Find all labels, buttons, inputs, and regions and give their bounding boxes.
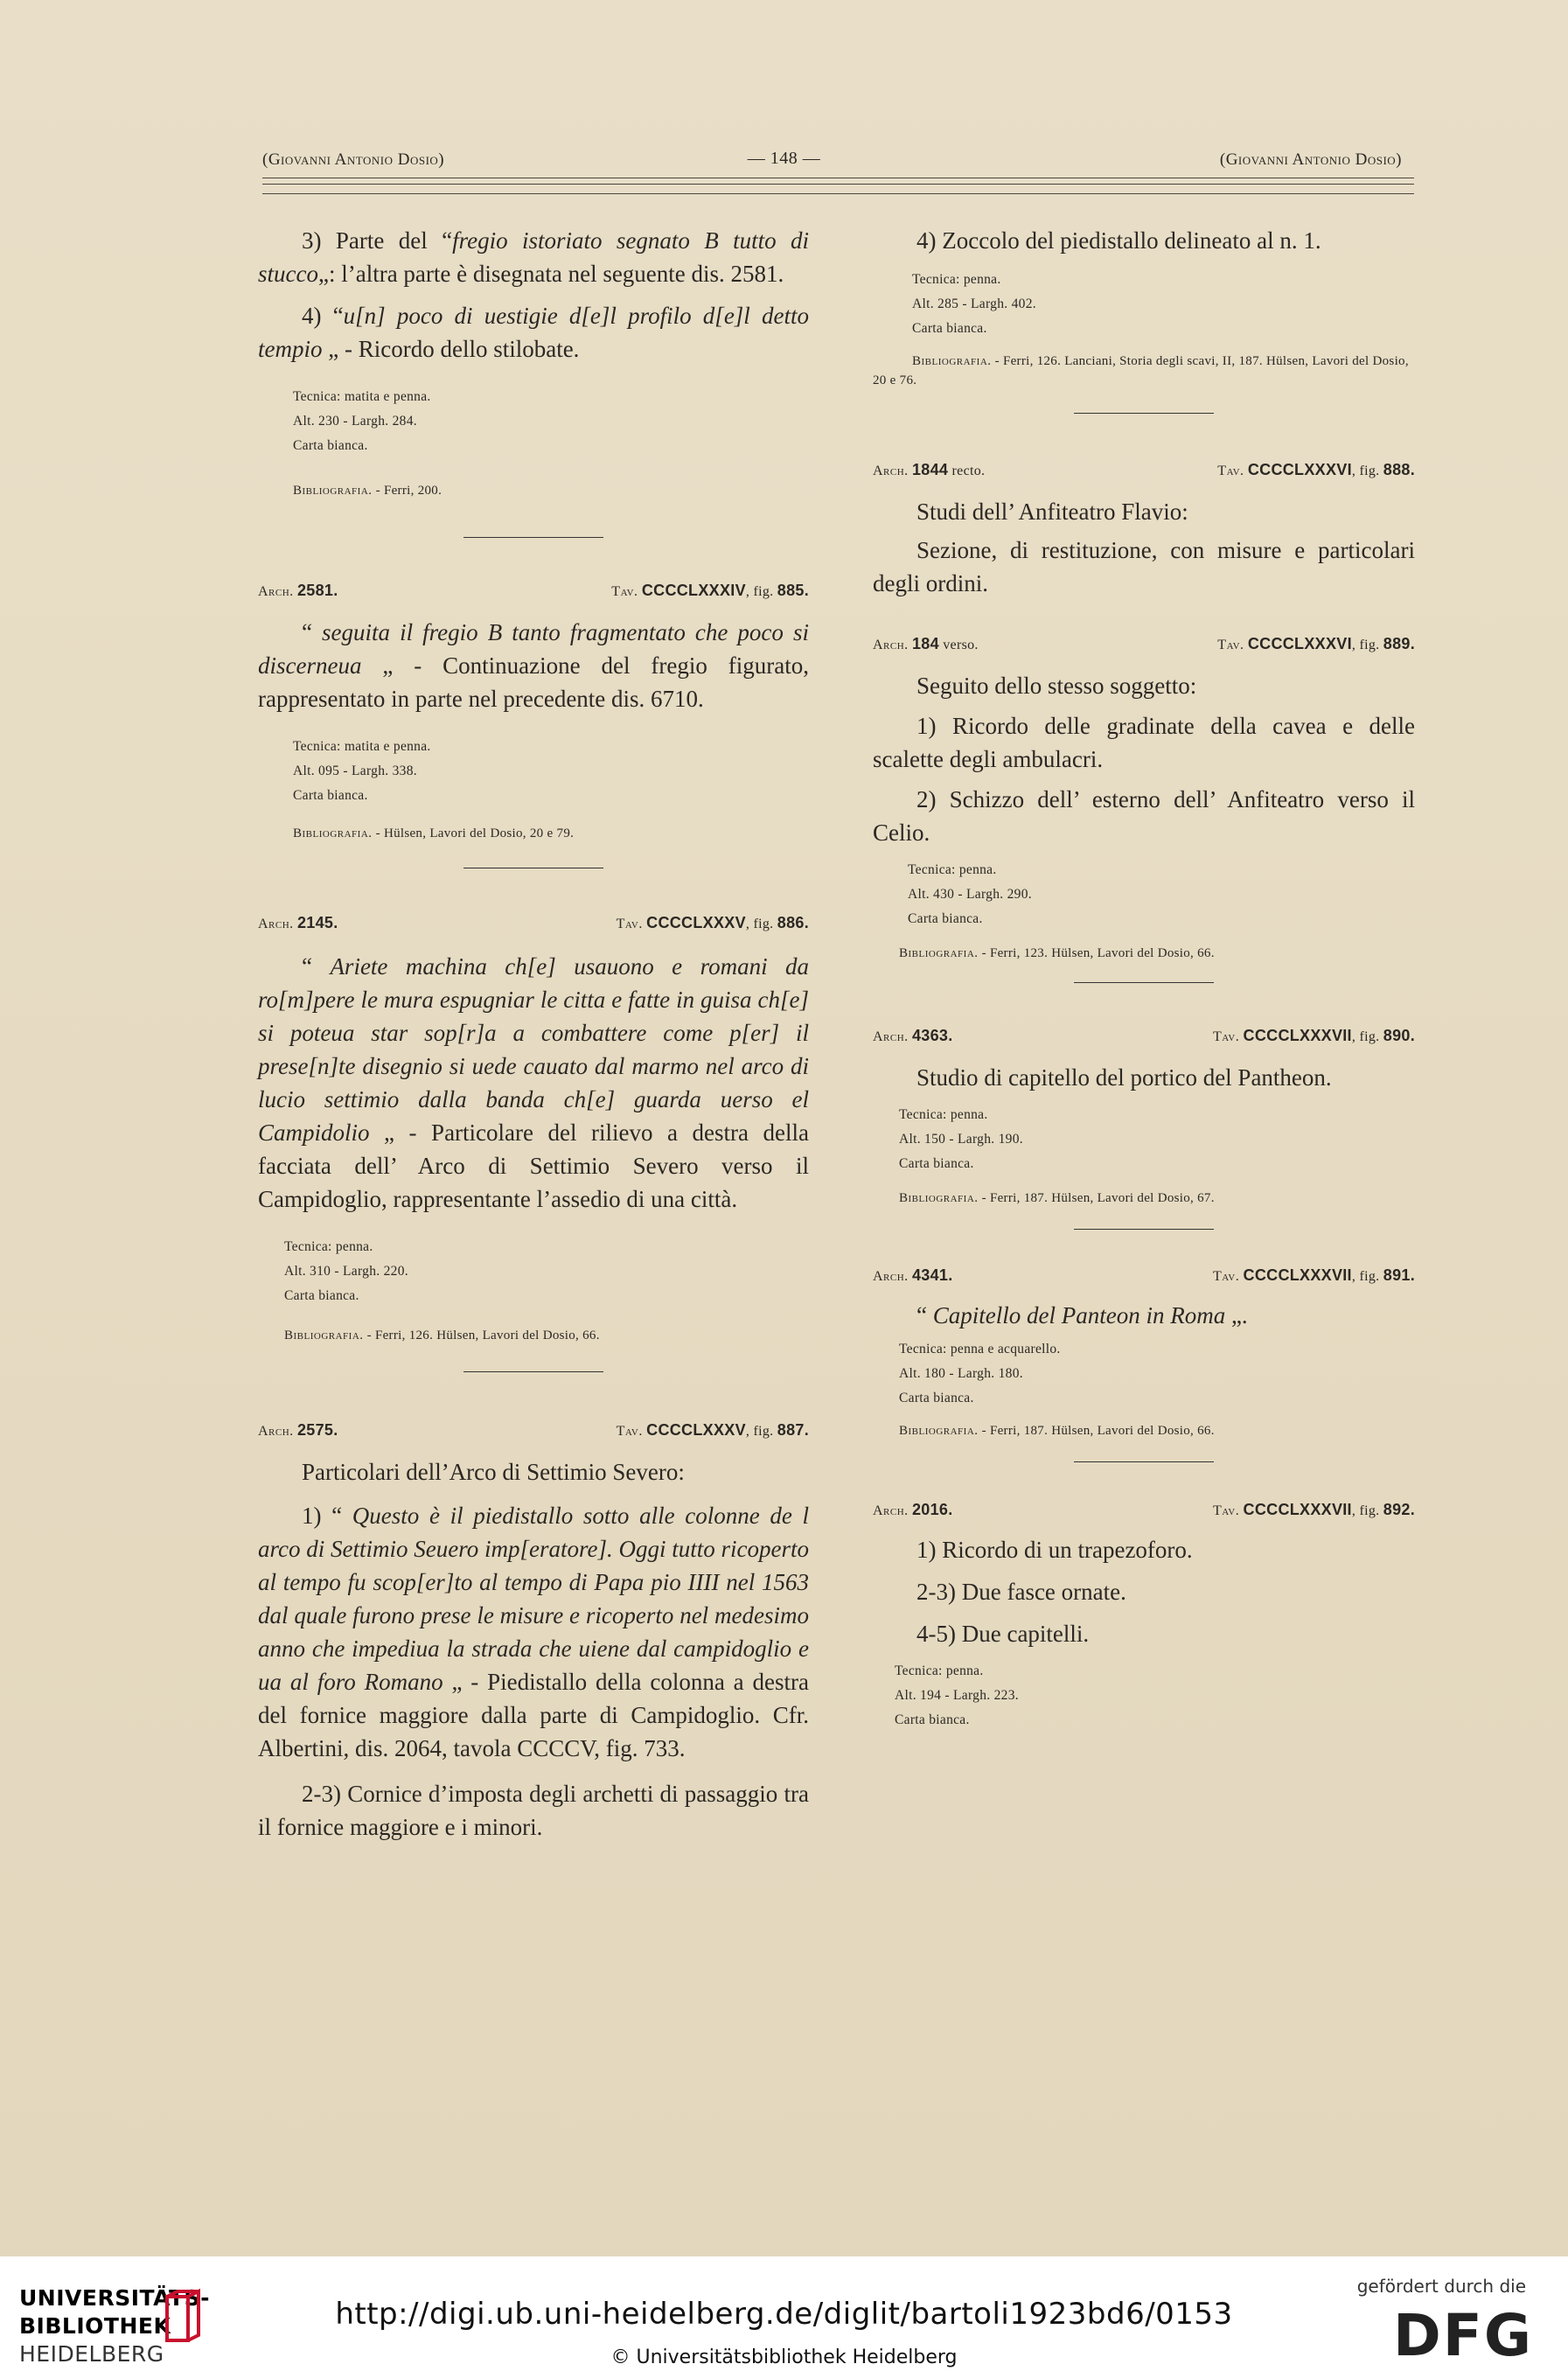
catalog-entry-1844: Arch. 1844 recto. Tav. CCCCLXXXVI, fig. 888. — [873, 461, 1415, 478]
paragraph: Seguito dello stesso soggetto: — [916, 673, 1197, 699]
catalog-entry-2575: Arch. 2575. Tav. CCCCLXXXV, fig. 887. — [258, 1421, 809, 1439]
header-rule — [262, 193, 1414, 194]
catalog-entry-2016: Arch. 2016. Tav. CCCCLXXXVII, fig. 892. — [873, 1501, 1415, 1518]
technique-block: Tecnica: penna. Alt. 285 - Largh. 402. Carta bianca. — [912, 272, 1036, 336]
bibliography: Bibliografia. - Ferri, 126. Lanciani, Storia degli scavi, II, 187. Hülsen, Lavori del Dosio, 20 e 76. — [873, 354, 1409, 387]
separator-rule — [1074, 413, 1214, 414]
bibliography: Bibliografia. - Hülsen, Lavori del Dosio, 20 e 79. — [293, 826, 575, 840]
paragraph: 4) Zoccolo del piedistallo delineato al n. 1. — [916, 227, 1321, 254]
paragraph: “ seguita il fregio B tanto fragmentato che poco si discerneua „ - Continuazione del fregio figurato, rappresentato in parte nel precedente dis. 6710. — [258, 619, 809, 712]
catalog-entry-4341: Arch. 4341. Tav. CCCCLXXXVII, fig. 891. — [873, 1266, 1415, 1284]
paragraph: 4-5) Due capitelli. — [916, 1621, 1090, 1647]
paragraph: 2-3) Due fasce ornate. — [916, 1579, 1126, 1605]
paragraph: Sezione, di restituzione, con misure e particolari degli ordini. — [873, 537, 1415, 596]
paragraph: 3) Parte del “fregio istoriato segnato B tutto di stucco„: l’altra parte è disegnata nel seguente dis. 2581. — [258, 227, 810, 287]
permalink-url[interactable]: http://digi.ub.uni-heidelberg.de/diglit/bartoli1923bd6/0153 — [335, 2297, 1233, 2332]
paragraph: 2-3) Cornice d’imposta degli archetti di passaggio tra il fornice maggiore e i minori. — [258, 1781, 809, 1840]
bibliography: Bibliografia. - Ferri, 123. Hülsen, Lavori del Dosio, 66. — [899, 946, 1215, 960]
separator-rule — [1074, 1461, 1214, 1462]
paragraph: “ Capitello del Panteon in Roma „. — [916, 1302, 1248, 1328]
paragraph: 4) “u[n] poco di uestigie d[e]l profilo d[e]l detto tempio „ - Ricordo dello stilobate. — [258, 303, 809, 362]
dfg-logo[interactable]: DFG — [1392, 2302, 1533, 2369]
paragraph: Particolari dell’Arco di Settimio Severo: — [302, 1459, 685, 1485]
right-column — [873, 219, 1415, 1733]
separator-rule — [1074, 982, 1214, 983]
bibliography: Bibliografia. - Ferri, 200. — [293, 484, 443, 498]
technique-block: Tecnica: penna. Alt. 194 - Largh. 223. Carta bianca. — [895, 1663, 1019, 1727]
page-number: — 148 — — [747, 149, 821, 168]
paragraph: 2) Schizzo dell’ esterno dell’ Anfiteatro verso il Celio. — [873, 786, 1415, 846]
catalog-entry-4363: Arch. 4363. Tav. CCCCLXXXVII, fig. 890. — [873, 1027, 1415, 1044]
running-head-left: (Giovanni Antonio Dosio) — [262, 150, 445, 169]
separator-rule — [463, 1371, 603, 1372]
catalog-entry-184: Arch. 184 verso. Tav. CCCCLXXXVI, fig. 889. — [873, 635, 1415, 652]
technique-block: Tecnica: penna e acquarello. Alt. 180 - Largh. 180. Carta bianca. — [899, 1342, 1061, 1405]
bibliography: Bibliografia. - Ferri, 126. Hülsen, Lavori del Dosio, 66. — [284, 1328, 600, 1342]
separator-rule — [463, 537, 603, 538]
technique-block: Tecnica: matita e penna. Alt. 095 - Largh. 338. Carta bianca. — [293, 739, 431, 803]
technique-block: Tecnica: penna. Alt. 150 - Largh. 190. Carta bianca. — [899, 1107, 1023, 1171]
paragraph: 1) Ricordo di un trapezoforo. — [916, 1537, 1193, 1563]
technique-block: Tecnica: matita e penna. Alt. 230 - Largh. 284. Carta bianca. — [293, 389, 431, 453]
separator-rule — [1074, 1229, 1214, 1230]
technique-block: Tecnica: penna. Alt. 310 - Largh. 220. Carta bianca. — [284, 1239, 408, 1303]
running-head-right: (Giovanni Antonio Dosio) — [1219, 150, 1402, 169]
catalog-entry-2581: Arch. 2581. Tav. CCCCLXXXIV, fig. 885. — [258, 582, 809, 599]
paragraph: “ Ariete machina ch[e] usauono e romani da ro[m]pere le mura espugniar le citta e fatte in guisa ch[e] si poteua star sop[r]a a combattere come p[er] il prese[n]te disegnio si uede cauato dal marmo nel arco di lucio settimio dalla banda ch[e] guarda uerso el Campidolio „ - Particolare del rilievo a destra della facciata dell’ Arco di Settimio Severo verso il Campidoglio, rappresentante l’assedio di una città. — [258, 953, 810, 1212]
library-logo[interactable]: UNIVERSITÄTS- BIBLIOTHEK HEIDELBERG — [19, 2285, 210, 2367]
paragraph: 1) “ Questo è il piedistallo sotto alle colonne de l arco di Settimio Seuero imp[eratore]. Oggi tutto ricoperto al tempo fu scop[er]to al tempo di Papa pio IIII nel 1563 dal quale furono prese le misure e ricoperto nel medesimo anno che impediua la strada che uiene dal campidoglio e ua al foro Romano „ - Piedistallo della colonna a destra del fornice maggiore dalla parte di Campidoglio. Cfr. Albertini, dis. 2064, tavola CCCCV, fig. 733. — [258, 1503, 809, 1761]
left-column — [258, 219, 809, 1844]
bibliography: Bibliografia. - Ferri, 187. Hülsen, Lavori del Dosio, 66. — [899, 1424, 1215, 1438]
paragraph: Studio di capitello del portico del Pantheon. — [916, 1064, 1332, 1091]
funding-note: gefördert durch die — [1356, 2276, 1526, 2297]
paragraph: 1) Ricordo delle gradinate della cavea e delle scalette degli ambulacri. — [873, 713, 1415, 772]
copyright-notice: © Universitätsbibliothek Heidelberg — [610, 2347, 958, 2368]
paragraph: Studi dell’ Anfiteatro Flavio: — [916, 499, 1188, 525]
catalog-entry-2145: Arch. 2145. Tav. CCCCLXXXV, fig. 886. — [258, 914, 809, 931]
header-rule — [262, 184, 1414, 185]
digitization-footer — [0, 2256, 1568, 2378]
bibliography: Bibliografia. - Ferri, 187. Hülsen, Lavori del Dosio, 67. — [899, 1191, 1215, 1205]
technique-block: Tecnica: penna. Alt. 430 - Largh. 290. Carta bianca. — [908, 862, 1032, 926]
